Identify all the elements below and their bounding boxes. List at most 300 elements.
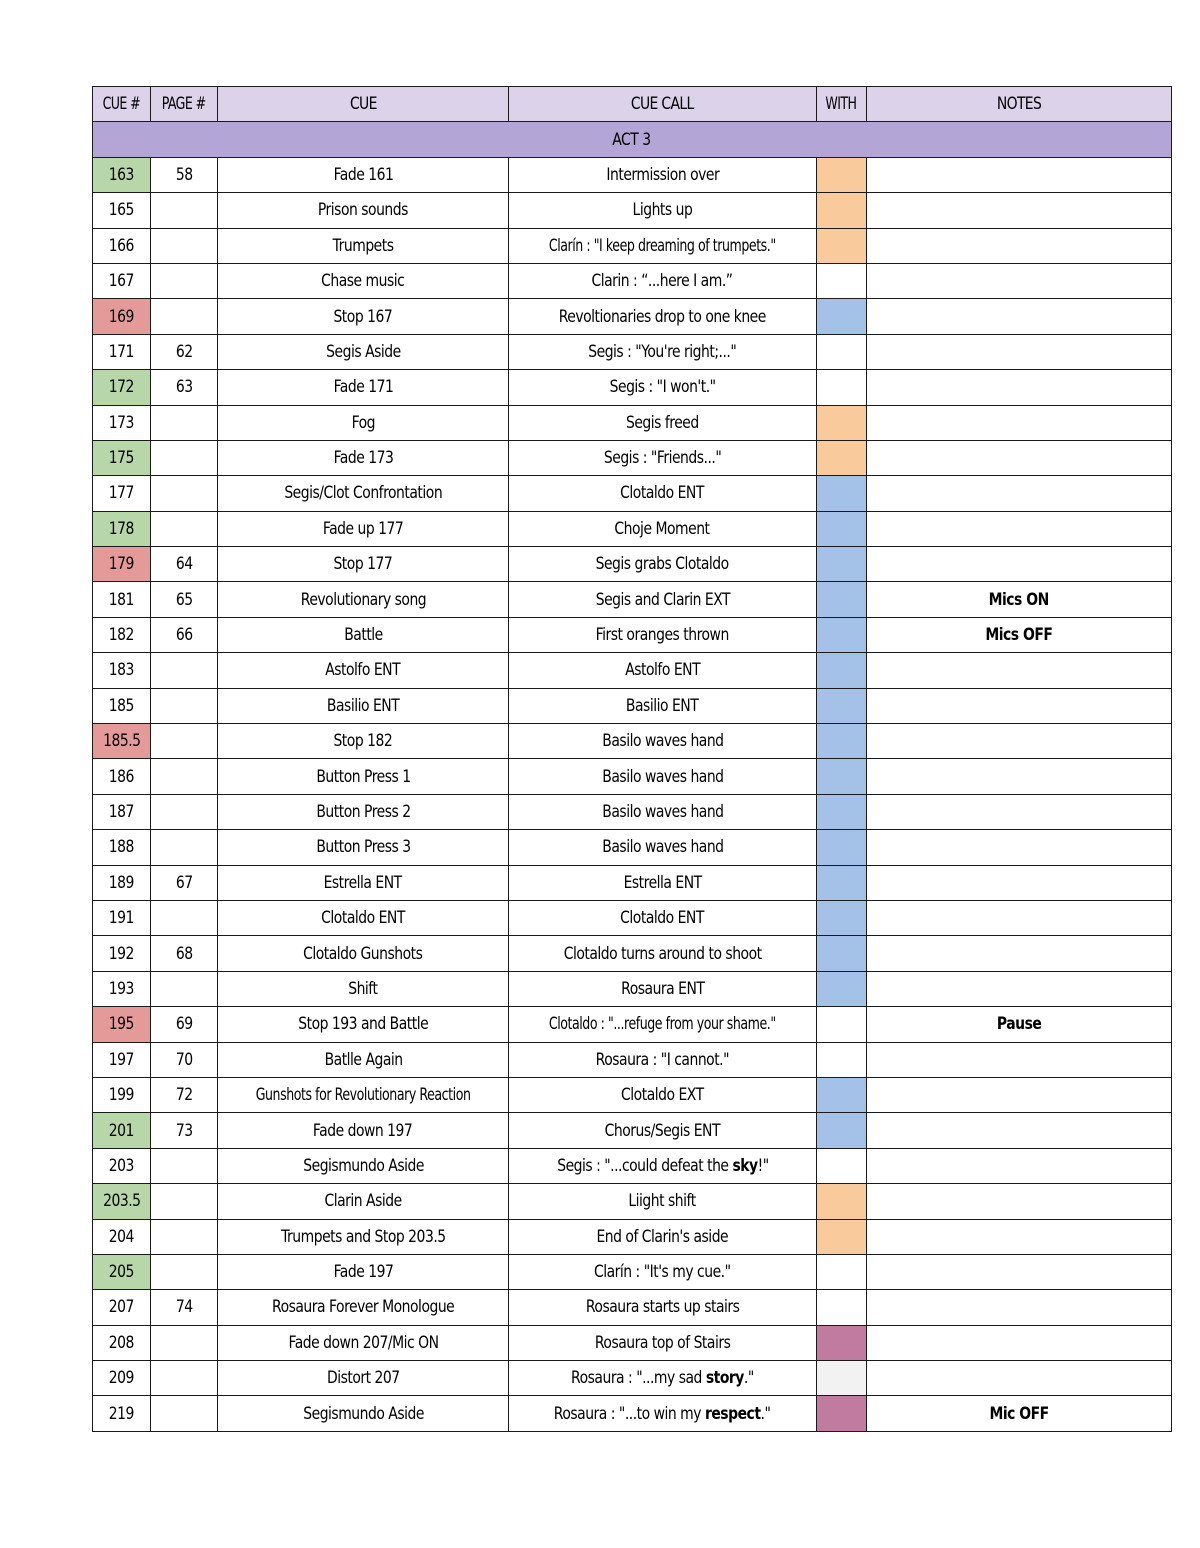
cue-number: 175: [108, 448, 135, 469]
page-number-cell: [151, 1396, 218, 1431]
notes-cell: [866, 370, 1171, 405]
with-swatch: [816, 440, 866, 475]
cue-call-text: Astolfo ENT: [625, 660, 700, 681]
table-row: [93, 688, 1172, 723]
cue-text: Gunshots for Revolutionary Reaction: [255, 1085, 471, 1106]
notes-cell: [866, 1007, 1171, 1042]
table-row: [93, 228, 1172, 263]
cue-call-text: Intermission over: [606, 164, 719, 185]
table-row: [93, 476, 1172, 511]
table-row: [93, 370, 1172, 405]
table-row: [93, 1042, 1172, 1077]
cue-number: 195: [108, 1014, 135, 1035]
cue-call-cell: [509, 1361, 817, 1396]
cue-call-cell: [509, 440, 817, 475]
page-number-cell: [151, 759, 218, 794]
cue-call-text: Choje Moment: [614, 518, 711, 539]
cue-call-text: [557, 1156, 768, 1176]
cue-call-cell: [509, 1325, 817, 1360]
cue-call-text: Basilo waves hand: [601, 731, 724, 752]
page-number-cell: [151, 1148, 218, 1183]
cue-call-cell: [509, 547, 817, 582]
cue-text: Trumpets: [332, 235, 394, 256]
with-swatch: [816, 688, 866, 723]
page-number-cell: [151, 334, 218, 369]
cue-text: Segis Aside: [325, 341, 401, 362]
table-row: [93, 1219, 1172, 1254]
table-row: [93, 334, 1172, 369]
page-number-cell: [151, 582, 218, 617]
cue-number: 185: [108, 695, 135, 716]
cue-call-text: Chorus/Segis ENT: [604, 1120, 721, 1141]
page-number: 72: [175, 1085, 193, 1106]
notes-cell: [866, 1396, 1171, 1431]
table-row: [93, 759, 1172, 794]
cue-call-text: Basilo waves hand: [601, 802, 724, 822]
notes-cell: [866, 1184, 1171, 1219]
cue-number: 208: [108, 1332, 135, 1353]
cue-call-cell: [509, 1113, 817, 1148]
cue-text: Distort 207: [326, 1368, 400, 1389]
cue-text: Shift: [348, 978, 378, 999]
cue-number: 179: [108, 554, 135, 575]
notes-cell: [866, 582, 1171, 617]
cue-call-pre: Rosaura : "...to win my: [554, 1403, 706, 1424]
cue-number-cell: [93, 547, 151, 582]
table-row: [93, 1007, 1172, 1042]
cue-number: 199: [108, 1085, 135, 1106]
with-swatch: [816, 936, 866, 971]
table-row: [93, 1290, 1172, 1325]
with-swatch: [816, 1219, 866, 1254]
table-row: [93, 1396, 1172, 1431]
cue-number-cell: [93, 157, 151, 192]
page-number-cell: [151, 511, 218, 546]
cue-call-text: Rosaura top of Stairs: [594, 1332, 731, 1353]
cue-number: 203.5: [102, 1191, 141, 1212]
cue-call-text: Liight shift: [628, 1191, 697, 1212]
table-row: [93, 157, 1172, 192]
cue-cell: [218, 900, 509, 935]
with-swatch: [816, 900, 866, 935]
cue-call-text: First oranges thrown: [595, 625, 730, 646]
page-number-cell: [151, 405, 218, 440]
notes-text: Mics OFF: [985, 625, 1053, 646]
notes-cell: [866, 299, 1171, 334]
cue-cell: [218, 476, 509, 511]
cue-call-post: !": [757, 1155, 769, 1176]
cue-number: 181: [108, 589, 135, 610]
cue-number-cell: [93, 440, 151, 475]
cue-text: Fade 171: [333, 377, 393, 398]
cue-call-cell: [509, 228, 817, 263]
cue-number: 185.5: [102, 731, 141, 752]
cue-call-cell: [509, 370, 817, 405]
notes-cell: [866, 1290, 1171, 1325]
cue-call-text: Lights up: [632, 200, 693, 221]
cue-call-cell: [509, 759, 817, 794]
cue-cell: [218, 830, 509, 865]
cue-cell: [218, 688, 509, 723]
with-swatch: [816, 653, 866, 688]
cue-call-cell: [509, 1396, 817, 1431]
table-row: [93, 1148, 1172, 1183]
with-swatch: [816, 1007, 866, 1042]
cue-text: Button Press 1: [315, 766, 411, 787]
cue-call-text: Segis : "I won't.": [609, 377, 716, 398]
cue-text: Prison sounds: [318, 200, 409, 221]
cue-text: Chase music: [321, 271, 405, 292]
cue-call-cell: [509, 688, 817, 723]
cue-number-cell: [93, 1007, 151, 1042]
table-row: [93, 1325, 1172, 1360]
cue-cell: [218, 1184, 509, 1219]
header-with: WITH: [816, 87, 866, 122]
cue-number: 178: [108, 518, 135, 539]
cue-cell: [218, 1254, 509, 1289]
cue-call-cell: [509, 1007, 817, 1042]
cue-call-cell: [509, 193, 817, 228]
page-number-cell: [151, 936, 218, 971]
cue-number-cell: [93, 1325, 151, 1360]
cue-number: 166: [108, 235, 135, 256]
cue-call-text: Clotaldo ENT: [620, 483, 705, 504]
with-swatch: [816, 1077, 866, 1112]
cue-call-cell: [509, 1184, 817, 1219]
section-row: [93, 122, 1172, 157]
page-number-cell: [151, 370, 218, 405]
cue-call-cell: [509, 511, 817, 546]
page-number: 68: [175, 943, 193, 964]
with-swatch: [816, 157, 866, 192]
cue-text: Segismundo Aside: [302, 1403, 424, 1424]
cue-call-cell: [509, 830, 817, 865]
table-row: [93, 1077, 1172, 1112]
table-row: [93, 830, 1172, 865]
header-cue-call: CUE CALL: [509, 87, 817, 122]
cue-text: Rosaura Forever Monologue: [271, 1297, 455, 1318]
page-number-cell: [151, 228, 218, 263]
cue-cell: [218, 299, 509, 334]
cue-call-text: Clotaldo turns around to shoot: [563, 943, 762, 964]
with-swatch: [816, 511, 866, 546]
table-row: [93, 617, 1172, 652]
notes-cell: [866, 794, 1171, 829]
cue-call-text: Segis freed: [626, 412, 699, 433]
page-number-cell: [151, 1007, 218, 1042]
cue-call-cell: [509, 1254, 817, 1289]
page-number-cell: [151, 263, 218, 298]
notes-cell: [866, 936, 1171, 971]
page-number-cell: [151, 1361, 218, 1396]
table-row: [93, 971, 1172, 1006]
notes-cell: [866, 1077, 1171, 1112]
cue-text: Clotaldo Gunshots: [303, 943, 423, 964]
notes-cell: [866, 617, 1171, 652]
cue-number: 182: [108, 625, 135, 646]
cue-call-text: End of Clarin's aside: [596, 1226, 729, 1247]
cue-text: Segis/Clot Confrontation: [284, 483, 443, 504]
with-swatch: [816, 971, 866, 1006]
page-number: 58: [175, 164, 193, 185]
with-swatch: [816, 228, 866, 263]
cue-call-text: Clarin : “...here I am.”: [591, 271, 733, 292]
with-swatch: [816, 1361, 866, 1396]
with-swatch: [816, 794, 866, 829]
cue-cell: [218, 582, 509, 617]
cue-call-cell: [509, 971, 817, 1006]
notes-cell: [866, 1219, 1171, 1254]
cue-number-cell: [93, 1290, 151, 1325]
page-number-cell: [151, 971, 218, 1006]
cue-cell: [218, 370, 509, 405]
with-swatch: [816, 617, 866, 652]
notes-cell: [866, 193, 1171, 228]
cue-call-cell: [509, 1290, 817, 1325]
with-swatch: [816, 299, 866, 334]
cue-cell: [218, 1007, 509, 1042]
cue-call-cell: [509, 405, 817, 440]
cue-number-cell: [93, 1219, 151, 1254]
notes-cell: [866, 1042, 1171, 1077]
cue-call-pre: Rosaura : "...my sad: [571, 1368, 706, 1389]
cue-cell: [218, 547, 509, 582]
table-row: [93, 1113, 1172, 1148]
cue-number: 186: [108, 766, 135, 787]
cue-number: 203: [108, 1155, 135, 1176]
cue-number-cell: [93, 865, 151, 900]
cue-number-cell: [93, 476, 151, 511]
cue-cell: [218, 1042, 509, 1077]
notes-cell: [866, 1325, 1171, 1360]
notes-cell: [866, 157, 1171, 192]
cue-number: 205: [108, 1262, 135, 1283]
notes-cell: [866, 653, 1171, 688]
cue-number: 172: [108, 377, 135, 398]
cue-call-cell: [509, 1219, 817, 1254]
page-number-cell: [151, 865, 218, 900]
page-number-cell: [151, 900, 218, 935]
header-page-number: PAGE #: [151, 87, 218, 122]
cue-cell: [218, 228, 509, 263]
notes-cell: [866, 865, 1171, 900]
cue-cell: [218, 1361, 509, 1396]
cue-call-text: Basilio ENT: [626, 695, 699, 716]
cue-cell: [218, 1325, 509, 1360]
notes-cell: [866, 263, 1171, 298]
cue-number: 173: [108, 412, 135, 433]
cue-call-text: Rosaura ENT: [620, 978, 705, 999]
cue-call-text: Clotaldo EXT: [621, 1085, 704, 1106]
cue-number-cell: [93, 1361, 151, 1396]
cue-cell: [218, 157, 509, 192]
cue-sheet-table: [92, 86, 1172, 1432]
cue-number: 193: [108, 978, 135, 999]
cue-text: Trumpets and Stop 203.5: [280, 1226, 446, 1247]
page-number-cell: [151, 1325, 218, 1360]
with-swatch: [816, 1042, 866, 1077]
notes-cell: [866, 830, 1171, 865]
cue-number-cell: [93, 405, 151, 440]
cue-number-cell: [93, 263, 151, 298]
page-number-cell: [151, 1254, 218, 1289]
cue-number: 188: [108, 837, 135, 858]
cue-text: Battle: [343, 625, 383, 646]
cue-call-cell: [509, 299, 817, 334]
with-swatch: [816, 1254, 866, 1289]
cue-number-cell: [93, 688, 151, 723]
with-swatch: [816, 1184, 866, 1219]
with-swatch: [816, 476, 866, 511]
table-row: [93, 193, 1172, 228]
cue-text: Fade down 207/Mic ON: [288, 1332, 439, 1353]
cue-number: 171: [108, 341, 135, 362]
cue-number-cell: [93, 193, 151, 228]
page-number-cell: [151, 440, 218, 475]
cue-text: Stop 167: [333, 306, 393, 327]
cue-call-cell: [509, 334, 817, 369]
page-number-cell: [151, 1184, 218, 1219]
table-row: [93, 724, 1172, 759]
page-number-cell: [151, 547, 218, 582]
notes-cell: [866, 1254, 1171, 1289]
cue-number-cell: [93, 1254, 151, 1289]
page-number: 66: [175, 625, 193, 646]
page-number-cell: [151, 724, 218, 759]
table-row: [93, 865, 1172, 900]
cue-number-cell: [93, 830, 151, 865]
cue-number: 197: [108, 1049, 135, 1070]
cue-call-cell: [509, 936, 817, 971]
cue-number: 201: [108, 1120, 135, 1141]
notes-cell: [866, 759, 1171, 794]
notes-text: Pause: [996, 1014, 1041, 1035]
cue-text: Button Press 2: [315, 802, 411, 822]
page-number-cell: [151, 1290, 218, 1325]
page-number: 62: [175, 341, 193, 362]
header-row: [93, 87, 1172, 122]
cue-call-pre: Segis : "...could defeat the: [556, 1155, 732, 1176]
table-row: [93, 440, 1172, 475]
page-number: 70: [175, 1049, 193, 1070]
table-row: [93, 299, 1172, 334]
notes-cell: [866, 1148, 1171, 1183]
section-label-cell: [93, 122, 1172, 157]
cue-cell: [218, 724, 509, 759]
cue-call-cell: [509, 617, 817, 652]
cue-number: 163: [108, 164, 135, 185]
cue-cell: [218, 653, 509, 688]
cue-text: Stop 193 and Battle: [298, 1014, 429, 1035]
table-row: [93, 653, 1172, 688]
notes-cell: [866, 405, 1171, 440]
notes-cell: [866, 1113, 1171, 1148]
cue-cell: [218, 1077, 509, 1112]
cue-call-emphasis: story: [705, 1368, 744, 1389]
cue-call-cell: [509, 900, 817, 935]
with-swatch: [816, 759, 866, 794]
table-row: [93, 900, 1172, 935]
cue-cell: [218, 1290, 509, 1325]
cue-number-cell: [93, 759, 151, 794]
cue-call-text: [571, 1368, 754, 1388]
with-swatch: [816, 263, 866, 298]
with-swatch: [816, 405, 866, 440]
page-number: 67: [175, 872, 193, 893]
cue-call-cell: [509, 582, 817, 617]
page-number: 73: [175, 1120, 193, 1141]
cue-cell: [218, 193, 509, 228]
cue-call-cell: [509, 476, 817, 511]
cue-number: 191: [108, 908, 135, 929]
notes-text: Mics ON: [988, 589, 1049, 610]
with-swatch: [816, 334, 866, 369]
cue-text: Estrella ENT: [324, 872, 403, 893]
cue-number: 189: [108, 872, 135, 893]
cue-call-cell: [509, 263, 817, 298]
cue-number-cell: [93, 370, 151, 405]
cue-number-cell: [93, 1396, 151, 1431]
cue-number: 165: [108, 200, 135, 221]
cue-cell: [218, 334, 509, 369]
with-swatch: [816, 547, 866, 582]
with-swatch: [816, 1325, 866, 1360]
cue-call-text: Estrella ENT: [623, 872, 702, 893]
cue-cell: [218, 1113, 509, 1148]
cue-number: 209: [108, 1368, 135, 1389]
cue-cell: [218, 759, 509, 794]
cue-number-cell: [93, 1184, 151, 1219]
notes-cell: [866, 440, 1171, 475]
cue-number-cell: [93, 334, 151, 369]
cue-number-cell: [93, 1077, 151, 1112]
page-number-cell: [151, 794, 218, 829]
with-swatch: [816, 1113, 866, 1148]
page-number-cell: [151, 653, 218, 688]
cue-call-text: Rosaura starts up stairs: [585, 1297, 740, 1318]
cue-number-cell: [93, 724, 151, 759]
cue-cell: [218, 936, 509, 971]
cue-call-cell: [509, 794, 817, 829]
with-swatch: [816, 1290, 866, 1325]
notes-cell: [866, 688, 1171, 723]
cue-number-cell: [93, 299, 151, 334]
table-row: [93, 1254, 1172, 1289]
cue-cell: [218, 617, 509, 652]
cue-text: Astolfo ENT: [325, 660, 401, 681]
cue-cell: [218, 865, 509, 900]
cue-call-text: Clarín : "It's my cue.": [594, 1262, 731, 1283]
cue-text: Fog: [351, 412, 375, 433]
cue-number: 219: [108, 1403, 135, 1424]
cue-number: 204: [108, 1226, 135, 1247]
cue-call-cell: [509, 1077, 817, 1112]
cue-number-cell: [93, 653, 151, 688]
with-swatch: [816, 193, 866, 228]
cue-call-post: .": [760, 1403, 771, 1424]
cue-call-post: .": [743, 1368, 754, 1389]
cue-call-cell: [509, 865, 817, 900]
page-number: 69: [175, 1014, 193, 1035]
with-swatch: [816, 830, 866, 865]
page-number-cell: [151, 1113, 218, 1148]
cue-cell: [218, 1219, 509, 1254]
cue-number-cell: [93, 228, 151, 263]
cue-call-emphasis: respect: [705, 1403, 761, 1424]
cue-cell: [218, 440, 509, 475]
table-row: [93, 582, 1172, 617]
cue-number: 183: [108, 660, 135, 681]
